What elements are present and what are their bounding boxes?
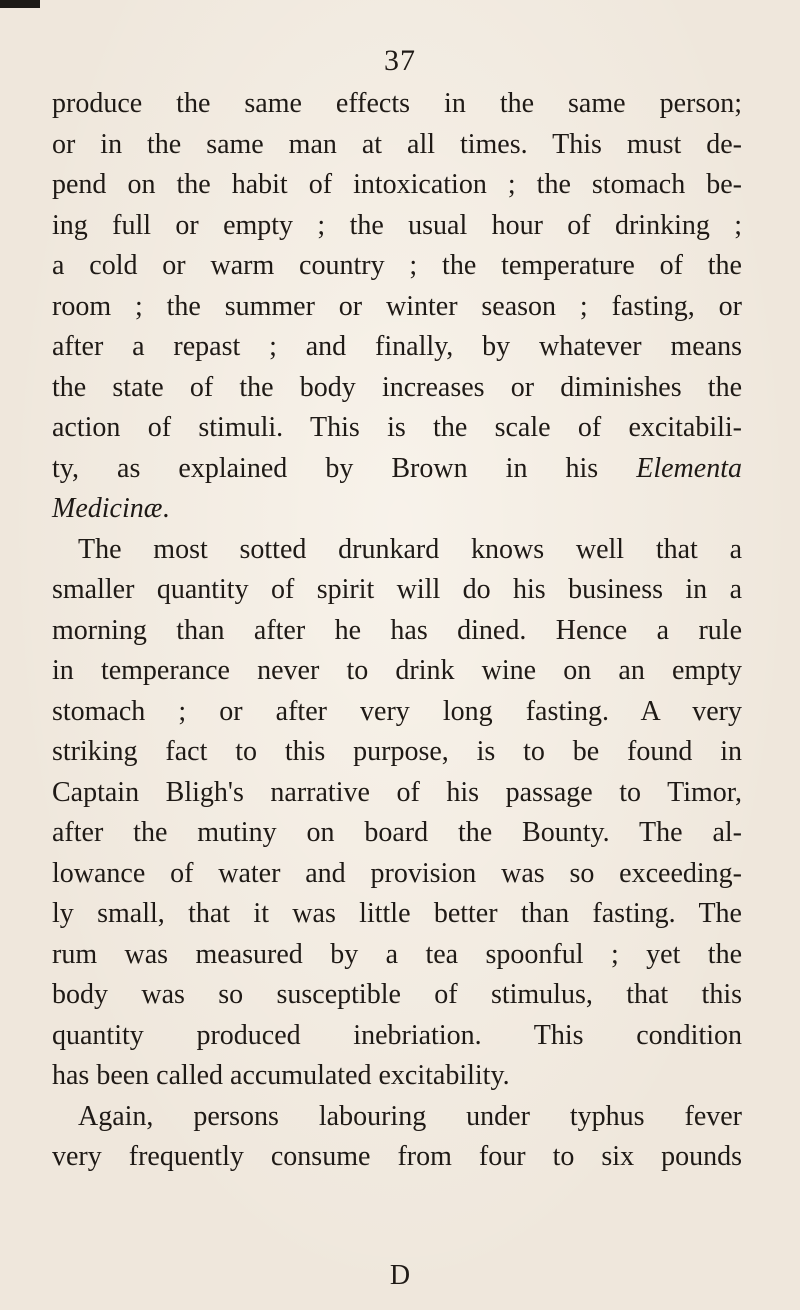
text-line: action of stimuli. This is the scale of excitabili- [52, 412, 742, 443]
scan-edge-mark [0, 0, 40, 8]
book-title-part-1: Elementa [636, 452, 742, 484]
text-line: produce the same effects in the same person; [52, 88, 742, 119]
text-line: a cold or warm country ; the temperature of the [52, 250, 742, 281]
text-line: lowance of water and provision was so exceeding- [52, 857, 742, 889]
text-line: or in the same man at all times. This must de- [52, 128, 742, 160]
text-line: Medicinæ. [52, 493, 170, 524]
text-line: ty, as explained by Brown in his Elementa [52, 452, 742, 484]
text-line: ing full or empty ; the usual hour of drinking ; [52, 209, 742, 241]
text-line: smaller quantity of spirit will do his business in a [52, 574, 742, 605]
body-text [52, 84, 742, 1178]
text-line: stomach ; or after very long fasting. A very [52, 695, 742, 727]
text-line: morning than after he has dined. Hence a rule [52, 614, 742, 646]
text-line: very frequently consume from four to six pounds [52, 1141, 742, 1172]
text-line: striking fact to this purpose, is to be found in [52, 736, 742, 767]
text-line: has been called accumulated excitability. [52, 1060, 510, 1091]
book-title-part-2: Medicinæ [52, 493, 163, 524]
page-number: 37 [384, 44, 416, 77]
paragraph-start-line: Again, persons labouring under typhus fever [78, 1100, 742, 1132]
text-line: the state of the body increases or diminishes the [52, 371, 742, 403]
text-line: Captain Bligh's narrative of his passage to Timor, [52, 776, 742, 808]
text-line: after a repast ; and finally, by whatever means [52, 331, 742, 362]
text-line: room ; the summer or winter season ; fasting, or [52, 290, 742, 322]
text-line: body was so susceptible of stimulus, that this [52, 979, 742, 1010]
text-line: ly small, that it was little better than fasting. The [52, 898, 742, 929]
paragraph-start-line: The most sotted drunkard knows well that a [78, 533, 742, 565]
text-line: pend on the habit of intoxication ; the stomach be- [52, 169, 742, 200]
signature-mark: D [389, 1260, 411, 1291]
text-line: quantity produced inebriation. This condition [52, 1019, 742, 1051]
text-line: rum was measured by a tea spoonful ; yet the [52, 938, 742, 970]
text-line: after the mutiny on board the Bounty. The al- [52, 817, 742, 848]
text-line: in temperance never to drink wine on an empty [52, 655, 742, 686]
